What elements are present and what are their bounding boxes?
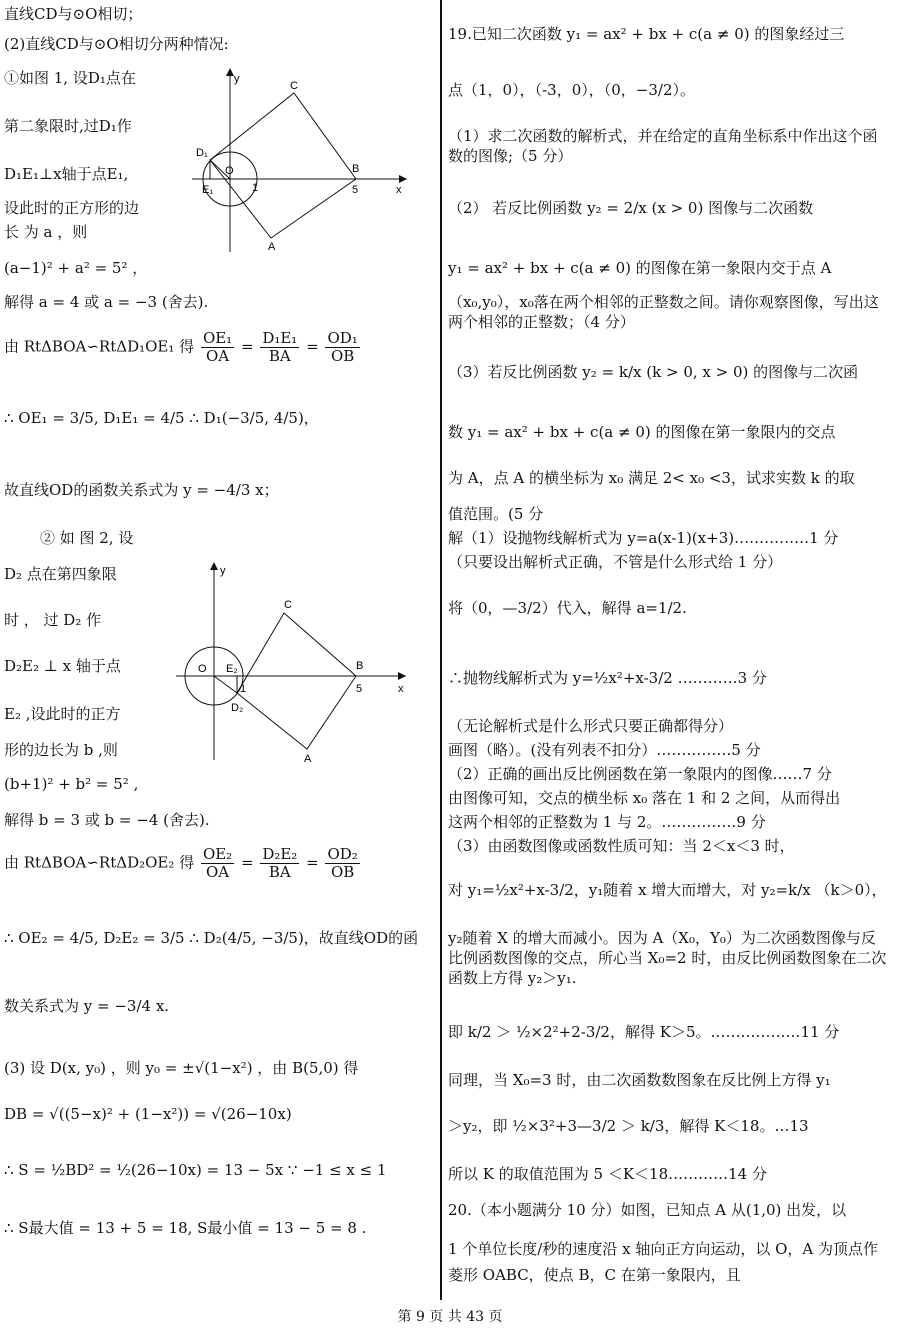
equation-line: ∴ OE₂ = 4/5, D₂E₂ = 3/5 ∴ D₂(4/5, −3/5)，故直线OD的函 bbox=[4, 929, 419, 947]
fraction: $\frac{\text{OE₂}}{OA}$ bbox=[202, 845, 233, 881]
text-line: 解得 a = 4 或 a = −3 (舍去). bbox=[4, 293, 209, 311]
text-line: 为 A，点 A 的横坐标为 x₀ 满足 2< x₀ <3，试求实数 k 的取 bbox=[448, 469, 855, 487]
equation-line: ∴抛物线解析式为 y=½x²+x-3/2 …………3 分 bbox=[448, 669, 767, 687]
fraction: $\frac{\text{OE₁}}{OA}$ bbox=[202, 329, 233, 365]
label-x: x bbox=[396, 184, 402, 196]
text-line: (2)直线CD与⊙O相切分两种情况: bbox=[4, 35, 229, 53]
label-b: B bbox=[356, 660, 364, 672]
text-line: （只要设出解析式正确，不管是什么形式给 1 分） bbox=[448, 553, 783, 571]
text-line: 数 y₁ = ax² + bx + c(a ≠ 0) 的图像在第一象限内的交点 bbox=[448, 423, 836, 441]
text-line: ② 如 图 2, 设 bbox=[40, 529, 134, 547]
text-paragraph: y₂随着 X 的增大而减小。因为 A（X₀，Y₀）为二次函数图像与反比例函数图像的交点，所心当 X₀=2 时，由反比例函数图象在二次函数上方得 y₂＞y₁. bbox=[448, 929, 887, 987]
label-b: B bbox=[352, 163, 360, 175]
equation-line: ∴ S = ½BD² = ½(26−10x) = 13 − 5x ∵ −1 ≤ x ≤ 1 bbox=[4, 1161, 387, 1179]
text-line: （2） 若反比例函数 y₂ = 2/x (x > 0) 图像与二次函数 bbox=[448, 199, 814, 217]
text-line: 点（1，0），（-3，0），（0，−3/2）。 bbox=[448, 81, 695, 99]
figure-2 bbox=[176, 556, 412, 766]
equation-line: DB = √((5−x)² + (1−x²)) = √(26−10x) bbox=[4, 1105, 292, 1123]
text-line: （3）由函数图像或函数性质可知：当 2＜x＜3 时， bbox=[448, 837, 795, 855]
label-d2: D₂ bbox=[231, 702, 244, 714]
fraction: $\frac{\text{D₂E₂}}{BA}$ bbox=[262, 845, 298, 881]
text-line: 时 ， 过 D₂ 作 bbox=[4, 611, 102, 629]
equation-line: 数关系式为 y = −3/4 x. bbox=[4, 997, 170, 1015]
text-line: D₂ 点在第四象限 bbox=[4, 565, 117, 583]
label-o: O bbox=[225, 165, 234, 177]
text-line: 第二象限时,过D₁作 bbox=[4, 117, 132, 135]
x-axis-arrow-icon bbox=[398, 672, 406, 680]
equation-line: ∴ OE₁ = 3/5, D₁E₁ = 4/5 ∴ D₁(−3/5, 4/5)， bbox=[4, 409, 319, 427]
proportion-line-1: 由 RtΔBOA∽RtΔD₁OE₁ 得 $\frac{\text{OE₁}}{OA}$ = $\frac{\text{D₁E₁}}{BA}$ = $\frac{\text{OD₁}}{OB}$ bbox=[4, 329, 358, 365]
text-paragraph: 1 个单位长度/秒的速度沿 x 轴向正方向运动，以 O，A 为顶点作菱形 OABC，使点 B，C 在第一象限内，且 bbox=[448, 1240, 879, 1284]
text-line: 形的边长为 b ,则 bbox=[4, 741, 118, 759]
left-column bbox=[4, 0, 432, 1300]
label-5: 5 bbox=[352, 184, 359, 196]
text-line: 所以 K 的取值范围为 5 ＜K＜18…………14 分 bbox=[448, 1165, 767, 1183]
segment-od bbox=[214, 676, 237, 693]
label-d1: D₁ bbox=[196, 147, 208, 159]
label-1: 1 bbox=[240, 683, 247, 695]
text-line: 设此时的正方形的边 bbox=[4, 199, 140, 217]
text-line: y₁ = ax² + bx + c(a ≠ 0) 的图像在第一象限内交于点 A bbox=[448, 259, 832, 277]
label-c: C bbox=[290, 80, 298, 92]
fraction: $\frac{\text{D₁E₁}}{BA}$ bbox=[262, 329, 298, 365]
text-line: D₂E₂ ⊥ x 轴于点 bbox=[4, 657, 121, 675]
fraction: $\frac{\text{OD₁}}{OB}$ bbox=[327, 329, 358, 365]
equation-line: ＞y₂，即 ½×3²+3—3/2 ＞ k/3，解得 K＜18。…13 bbox=[448, 1117, 809, 1135]
text-line: 直线CD与⊙O相切； bbox=[4, 5, 143, 23]
label-o: O bbox=[198, 663, 207, 675]
label-y: y bbox=[234, 73, 240, 85]
text-line: （3）若反比例函数 y₂ = k/x (k > 0, x > 0) 的图像与二次函 bbox=[448, 363, 859, 381]
text-line: （2）正确的画出反比例函数在第一象限内的图像……7 分 bbox=[448, 765, 832, 783]
label-1: 1 bbox=[252, 182, 259, 194]
text-line: ①如图 1, 设D₁点在 bbox=[4, 69, 136, 87]
text-line: 由 RtΔBOA∽RtΔD₂OE₂ 得 bbox=[4, 853, 195, 872]
label-c: C bbox=[284, 599, 292, 611]
label-a: A bbox=[268, 241, 276, 253]
problem-20-title: 20.（本小题满分 10 分）如图，已知点 A 从(1,0) 出发，以 bbox=[448, 1201, 847, 1219]
text-paragraph: （x₀,y₀），x₀落在两个相邻的正整数之间。请你观察图像，写出这两个相邻的正整数；（4 分） bbox=[448, 293, 879, 331]
text-line: （无论解析式是什么形式只要正确都得分） bbox=[448, 717, 734, 735]
equation-line: 对 y₁=½x²+x-3/2，y₁随着 x 增大而增大，对 y₂=k/x （k＞0）， bbox=[448, 881, 887, 899]
page-footer: 第 9 页 共 43 页 bbox=[397, 1309, 503, 1325]
equation-line: (3) 设 D(x, y₀) ，则 y₀ = ±√(1−x²) ，由 B(5,0) 得 bbox=[4, 1059, 359, 1077]
label-y: y bbox=[220, 565, 226, 577]
equation-line: (b+1)² + b² = 5² , bbox=[4, 775, 139, 793]
column-divider bbox=[440, 0, 442, 1300]
equation-line: ∴ S最大值 = 13 + 5 = 18, S最小值 = 13 − 5 = 8 . bbox=[4, 1219, 367, 1237]
right-column bbox=[448, 0, 894, 1300]
text-line: 由图像可知，交点的横坐标 x₀ 落在 1 和 2 之间，从而得出 bbox=[448, 789, 841, 807]
square-abcd bbox=[237, 613, 356, 749]
text-line: 同理，当 X₀=3 时，由二次函数数图象在反比例上方得 y₁ bbox=[448, 1071, 831, 1089]
figure-1 bbox=[192, 62, 412, 257]
text-line: 解得 b = 3 或 b = −4 (舍去). bbox=[4, 811, 210, 829]
text-paragraph: （1）求二次函数的解析式，并在给定的直角坐标系中作出这个函数的图像;（5 分） bbox=[448, 127, 878, 165]
text-line: 长 为 a ，则 bbox=[4, 223, 88, 241]
y-axis-arrow-icon bbox=[226, 68, 234, 76]
label-a: A bbox=[304, 753, 312, 765]
equation-line: 即 k/2 ＞ ½×2²+2-3/2，解得 K＞5。………………11 分 bbox=[448, 1023, 840, 1041]
x-axis-arrow-icon bbox=[399, 175, 407, 183]
text-line: D₁E₁⊥x轴于点E₁, bbox=[4, 165, 129, 183]
text-line: 值范围。(5 分 bbox=[448, 505, 544, 523]
equation-line: 将（0，—3/2）代入，解得 a=1/2. bbox=[448, 599, 687, 617]
proportion-line-2: 由 RtΔBOA∽RtΔD₂OE₂ 得 $\frac{\text{OE₂}}{OA}$ = $\frac{\text{D₂E₂}}{BA}$ = $\frac{\text{OD₂}}{OB}$ bbox=[4, 845, 358, 881]
label-e1: E₁ bbox=[202, 184, 214, 196]
label-5: 5 bbox=[356, 683, 363, 695]
y-axis-arrow-icon bbox=[210, 562, 218, 570]
text-line: 由 RtΔBOA∽RtΔD₁OE₁ 得 bbox=[4, 337, 195, 356]
text-line: 这两个相邻的正整数为 1 与 2。……………9 分 bbox=[448, 813, 766, 831]
problem-19-title: 19.已知二次函数 y₁ = ax² + bx + c(a ≠ 0) 的图象经过三 bbox=[448, 25, 845, 43]
text-line: 画图（略）。(没有列表不扣分）……………5 分 bbox=[448, 741, 761, 759]
label-e2: E₂ bbox=[226, 663, 238, 675]
equation-line: (a−1)² + a² = 5² ， bbox=[4, 259, 148, 277]
equation-line: 故直线OD的函数关系式为 y = −4/3 x； bbox=[4, 481, 279, 499]
text-line: E₂ ,设此时的正方 bbox=[4, 705, 121, 723]
solution-line: 解（1）设抛物线解析式为 y=a(x-1)(x+3)……………1 分 bbox=[448, 529, 839, 547]
fraction: $\frac{\text{OD₂}}{OB}$ bbox=[327, 845, 358, 881]
label-x: x bbox=[398, 683, 404, 695]
